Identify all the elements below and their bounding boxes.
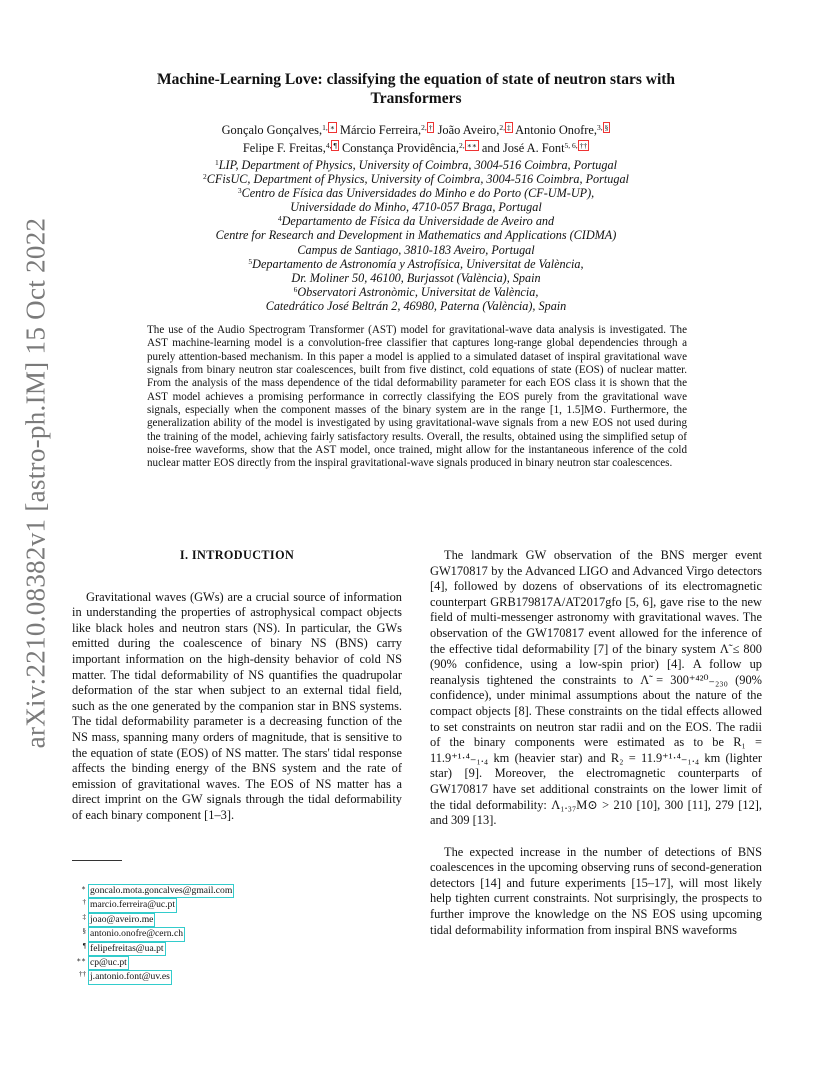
abstract: The use of the Audio Spectrogram Transformer (AST) model for gravitational-wave data analysis is investigated. The AST machine-learning model is a convolution-free classifier that captures long-range global dependencies through a purely attention-based mechanism. In this paper a model is applied to a simulated dataset of inspiral gravitational wave signals from binary neutron star coalescences, built from five distinct, cold equations of state (EOS) of nuclear matter. From the analysis of the mass dependence of the tidal deformability parameter for each EOS class it is shown that the AST model achieves a promising performance in correctly classifying the EOS purely from the gravitational wave signals, especially when the component masses of the binary system are in the range [1, 1.5]M⊙. Furthermore, the generalization ability of the model is investigated by using gravitational-wave signals from a new EOS not used during the training of the model, achieving fairly satisfactory results. Overall, the results, obtained using the simplified setup of noise-free waveforms, show that the AST model, once trained, might allow for the instantaneous inference of the cold nuclear matter EOS directly from the inspiral gravitational-wave signals produced in binary neutron star coalescences. <box>147 324 687 470</box>
arxiv-identifier-text: arXiv:2210.08382v1 [astro-ph.IM] 15 Oct 2022 <box>20 217 51 749</box>
author-name: Antonio Onofre, <box>515 123 598 137</box>
affiliation-number: 6 <box>293 284 298 294</box>
affiliation-number: 4 <box>277 214 282 224</box>
affiliation-line <box>100 214 732 228</box>
left-column <box>72 548 402 824</box>
footnote <box>72 970 402 984</box>
footnote-mark: § <box>82 927 86 936</box>
affiliation-text: Centre for Research and Development in Mathematics and Applications (CIDMA) <box>215 228 617 243</box>
affiliation-number: 1 <box>215 158 219 167</box>
affiliation-line <box>100 257 732 271</box>
affiliation-text: Dr. Moliner 50, 46100, Burjassot (València), Spain <box>291 270 541 285</box>
affiliation-text: Departamento de Astronomía y Astrofísica, Universitat de València, <box>252 256 584 271</box>
intro-paragraph: The landmark GW observation of the BNS merger event GW170817 by the Advanced LIGO and Advanced Virgo detectors [4], followed by dozens of observations of its electromagnetic counterpart GRB179817A/AT2017gfo [5, 6], gave rise to the new field of multi-messenger astronomy with gravitational waves. The observation of the GW170817 event allowed for the inference of the effective tidal deformability [7] of the binary system Λ̃ ≤ 800 (90% confidence, using a low-spin prior) [4]. A follow up reanalysis tightened the constraints to Λ̃ = 300⁺⁴²⁰₋₂₃₀ (90% confidence), under minimal assumptions about the nature of the compact objects [8]. These constraints on the tidal effects allowed to set constraints on neutron star radii and on the EOS. The radii of the binary components were estimated as to be R₁ = 11.9⁺¹·⁴₋₁.₄ km (heavier star) and R₂ = 11.9⁺¹·⁴₋₁.₄ km (lighter star) [9]. Moreover, the electromagnetic counterparts of GW170817 have set additional constraints on the lower limit of the tidal deformability: Λ₁.₃₇M⊙ > 210 [10], 300 [11], 279 [12], and 309 [13]. <box>430 548 762 828</box>
footnote-link[interactable]: ¶ <box>333 140 337 150</box>
title-line-1: Machine-Learning Love: classifying the equation of state of neutron stars with <box>156 71 676 88</box>
footnote <box>72 884 402 898</box>
affiliation-text: CFisUC, Department of Physics, University of Coimbra, 3004-516 Coimbra, Portugal <box>206 172 629 187</box>
author-affiliation: 4, <box>325 140 332 150</box>
affiliation-line <box>100 299 732 313</box>
email-link[interactable]: antonio.onofre@cern.ch <box>88 927 185 941</box>
email-link[interactable]: felipefreitas@ua.pt <box>88 942 166 956</box>
right-column <box>430 548 762 938</box>
footnote-mark: † <box>82 898 86 907</box>
author-name: Felipe F. Freitas, <box>242 140 326 155</box>
footnote <box>72 913 402 927</box>
author-name: João Aveiro, <box>437 123 500 137</box>
author-list <box>100 122 732 157</box>
affiliation-line <box>100 285 732 299</box>
author-affiliation: 2, <box>499 123 505 132</box>
author-name: and José A. Font <box>481 140 565 155</box>
email-link[interactable]: j.antonio.font@uv.es <box>88 970 172 984</box>
footnote <box>72 927 402 941</box>
affiliation-text: Catedrático José Beltrán 2, 46980, Paterna (València), Spain <box>265 298 567 313</box>
title-line-2: Transformers <box>370 90 462 107</box>
footnote-link[interactable]: †† <box>579 140 588 150</box>
footnote-link[interactable]: ∗ <box>329 123 335 132</box>
footnote <box>72 956 402 970</box>
affiliation-text: Departamento de Física da Universidade de Aveiro and <box>281 214 555 229</box>
author-affiliation: 3, <box>597 123 603 132</box>
author-name: Márcio Ferreira, <box>339 123 422 137</box>
author-line-1 <box>100 122 732 140</box>
footnote-mark: †† <box>79 970 86 979</box>
author-affiliation: 5, 6, <box>564 140 578 150</box>
affiliation-line <box>100 228 732 242</box>
footnote <box>72 898 402 912</box>
arxiv-identifier <box>16 217 56 749</box>
affiliation-text: LIP, Department of Physics, University of Coimbra, 3004-516 Coimbra, Portugal <box>218 158 617 172</box>
affiliation-text: Campus de Santiago, 3810-183 Aveiro, Portugal <box>297 242 535 257</box>
footnotes <box>72 884 402 985</box>
affiliation-text: Universidade do Minho, 4710-057 Braga, Portugal <box>290 200 542 215</box>
author-line-2 <box>100 140 732 158</box>
affiliation-line <box>100 243 732 257</box>
footnote-mark: ∗∗ <box>76 956 86 965</box>
email-link[interactable]: goncalo.mota.goncalves@gmail.com <box>88 884 234 898</box>
intro-paragraph: The expected increase in the number of detections of BNS coalescences in the upcoming observing runs of second-generation detectors [14] and future experiments [15–17], will most likely help tighten current constraints. Not surprisingly, the prospects to further improve the knowledge on the NS EOS using upcoming tidal deformability information from inspiral BNS waveforms <box>430 844 762 937</box>
footnote-mark: ¶ <box>82 941 86 950</box>
affiliations <box>100 158 732 313</box>
section-heading: I. INTRODUCTION <box>179 548 295 562</box>
affiliation-line <box>100 172 732 186</box>
affiliation-text: Centro de Física das Universidades do Minho e do Porto (CF-UM-UP), <box>241 186 595 201</box>
email-link[interactable]: joao@aveiro.me <box>88 913 155 927</box>
affiliation-number: 2 <box>203 172 207 182</box>
affiliation-line <box>100 271 732 285</box>
footnote-link[interactable]: § <box>604 123 609 132</box>
paper-title <box>96 70 736 108</box>
author-affiliation: 2, <box>421 123 427 132</box>
email-link[interactable]: cp@uc.pt <box>88 956 129 970</box>
footnote-rule <box>72 860 122 861</box>
footnote-mark: ‡ <box>82 912 86 921</box>
footnote-link[interactable]: † <box>428 123 433 132</box>
affiliation-number: 5 <box>248 256 253 266</box>
footnote-link[interactable]: ‡ <box>506 123 511 132</box>
footnote <box>72 942 402 956</box>
author-name: Constança Providência, <box>341 140 459 155</box>
intro-paragraph: Gravitational waves (GWs) are a crucial source of information in understanding the properties of astrophysical compact objects like black holes and neutron stars (NS). In particular, the GWs emitted during the coalescence of binary NS (BNS) carry important information on the high-density behavior of cold NS matter. The tidal deformability of NS quantifies the quadrupolar deformation of the star when subject to an external tidal field, such as the one generated by the companion star in BNS systems. The tidal deformability parameter is a decreasing function of the NS mass, spanning many orders of magnitude, that is sensitive to the equation of state (EOS) of NS matter. The stars' tidal response affects the binding energy of the BNS system and the rate of emission of gravitational waves. The EOS of NS matter has a direct imprint on the GW signals through the tidal deformability of each binary component [1–3]. <box>72 589 402 822</box>
affiliation-line <box>100 186 732 200</box>
footnote-link[interactable]: ∗∗ <box>466 140 477 150</box>
affiliation-text: Observatori Astronòmic, Universitat de València, <box>297 284 539 299</box>
affiliation-line <box>100 158 732 172</box>
email-link[interactable]: marcio.ferreira@uc.pt <box>88 898 177 912</box>
affiliation-number: 3 <box>237 186 242 196</box>
author-affiliation: 2, <box>458 140 465 150</box>
affiliation-line <box>100 200 732 214</box>
author-name: Gonçalo Gonçalves, <box>221 123 323 137</box>
author-affiliation: 1, <box>322 123 328 132</box>
footnote-mark: ∗ <box>81 884 86 892</box>
